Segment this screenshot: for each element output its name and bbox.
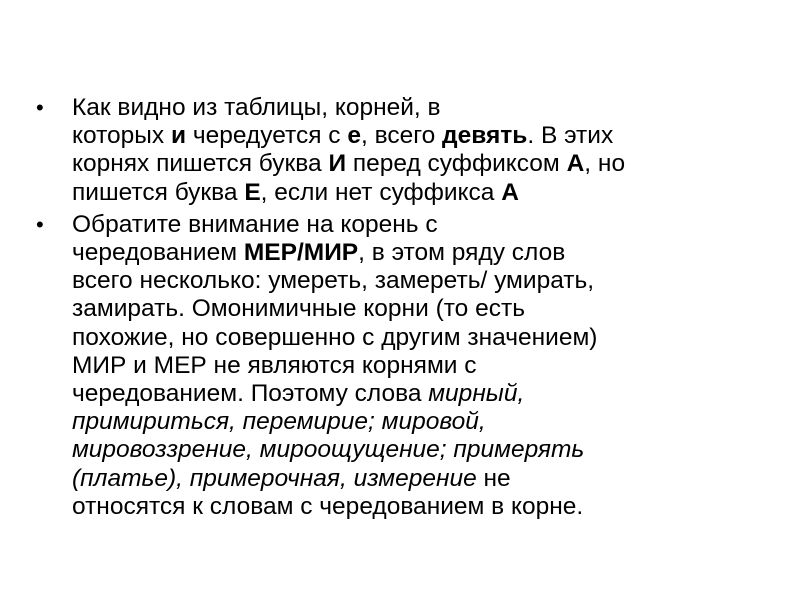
text-run: чередованием. Поэтому слова: [72, 380, 429, 408]
text-line: [72, 267, 756, 295]
text-run: чередуется с: [186, 122, 348, 150]
text-run: пишется буква: [72, 178, 245, 206]
bold-text: МЕР/МИР: [243, 239, 359, 267]
italic-text: мировоззрение, мироощущение; примерять: [72, 436, 585, 464]
text-run: Обратите внимание на корень с: [72, 210, 438, 238]
text-run: . В этих: [527, 122, 614, 150]
text-line: [72, 493, 756, 521]
bullet-marker: •: [36, 211, 44, 237]
text-line: [72, 122, 756, 150]
text-line: [72, 324, 756, 352]
text-line: [72, 179, 756, 207]
text-run: не: [476, 464, 511, 492]
text-run: , в этом ряду слов: [358, 239, 566, 267]
bold-text: А: [566, 150, 585, 178]
bullet-item: [36, 94, 756, 207]
bold-text: е: [347, 122, 361, 150]
text-line: [72, 150, 756, 178]
bullet-marker: •: [36, 95, 44, 120]
text-line: [72, 94, 756, 122]
bold-text: И: [328, 150, 347, 178]
text-run: , но: [584, 150, 626, 178]
text-run: замирать. Омонимичные корни (то есть: [72, 295, 525, 323]
bold-text: девять: [442, 122, 528, 150]
text-run: похожие, но совершенно с другим значением): [72, 323, 598, 351]
text-line: [72, 211, 756, 239]
text-line: [72, 380, 756, 408]
bold-text: А: [501, 178, 519, 206]
text-run: МИР и МЕР не являются корнями с: [72, 351, 477, 379]
text-line: [72, 352, 756, 380]
bold-text: и: [170, 122, 187, 150]
text-run: относятся к словам с чередованием в корне.: [72, 492, 584, 520]
text-line: [72, 408, 756, 436]
text-line: [72, 239, 756, 267]
bullet-item: [36, 211, 756, 521]
text-run: Как видно из таблицы, корней, в: [72, 94, 441, 121]
text-run: которых: [72, 122, 171, 150]
text-line: [72, 465, 756, 493]
italic-text: примириться, перемирие; мировой,: [72, 408, 486, 436]
text-run: всего несколько: умереть, замереть/ умирать,: [72, 267, 595, 295]
text-line: [72, 295, 756, 323]
text-run: перед суффиксом: [346, 150, 567, 178]
bold-text: Е: [244, 178, 261, 206]
text-run: , всего: [360, 122, 443, 150]
italic-text: мирный,: [428, 380, 525, 408]
text-run: , если нет суффикса: [260, 178, 502, 206]
text-run: чередованием: [72, 239, 244, 267]
text-line: [72, 436, 756, 464]
bullet-list: [36, 94, 756, 525]
text-run: корнях пишется буква: [72, 150, 329, 178]
italic-text: (платье), примерочная, измерение: [72, 464, 477, 492]
